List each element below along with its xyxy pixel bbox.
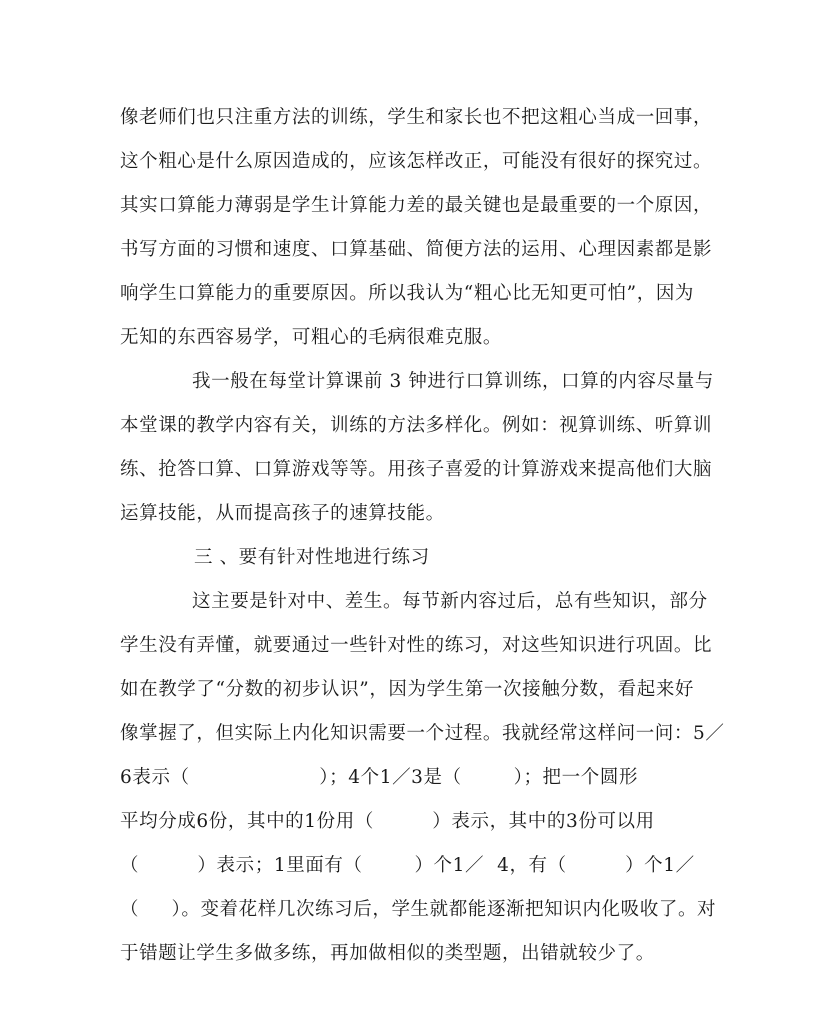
- paragraph-line: 这个粗心是什么原因造成的，应该怎样改正，可能没有很好的探究过。: [120, 151, 713, 172]
- paragraph-line: 书写方面的习惯和速度、口算基础、简便方法的运用、心理因素都是影: [120, 239, 713, 260]
- paragraph-line: 运算技能，从而提高孩子的速算技能。: [120, 503, 445, 524]
- paragraph-line: （ ）。变着花样几次练习后，学生就都能逐渐把知识内化吸收了。对: [120, 899, 717, 920]
- paragraph-line: 其实口算能力薄弱是学生计算能力差的最关键也是最重要的一个原因，: [120, 195, 713, 216]
- paragraph-line: 如在教学了“分数的初步认识”，因为学生第一次接触分数，看起来好: [120, 679, 695, 700]
- paragraph-line: 像老师们也只注重方法的训练，学生和家长也不把这粗心当成一回事，: [120, 107, 713, 128]
- paragraph-line: 于错题让学生多做多练，再加做相似的类型题，出错就较少了。: [120, 943, 655, 964]
- paragraph-line: 像掌握了，但实际上内化知识需要一个过程。我就经常这样问一问：5／: [120, 723, 725, 744]
- paragraph-line: 6表示（ ）；4个1／3是（ ）；把一个圆形: [120, 767, 639, 788]
- paragraph-line: （ ）表示；1里面有（ ）个1／ 4，有（ ）个1／: [120, 855, 695, 876]
- paragraph-line: 学生没有弄懂，就要通过一些针对性的练习，对这些知识进行巩固。比: [120, 635, 713, 656]
- paragraph-line: 练、抢答口算、口算游戏等等。用孩子喜爱的计算游戏来提高他们大脑: [120, 459, 713, 480]
- paragraph-line: 无知的东西容易学，可粗心的毛病很难克服。: [120, 327, 503, 348]
- paragraph-line: 本堂课的教学内容有关，训练的方法多样化。例如：视算训练、听算训: [120, 415, 713, 436]
- paragraph-line: 我一般在每堂计算课前 3 钟进行口算训练，口算的内容尽量与: [192, 371, 714, 392]
- paragraph-line: 这主要是针对中、差生。每节新内容过后，总有些知识，部分: [192, 591, 708, 612]
- section-heading: 三 、要有针对性地进行练习: [194, 547, 430, 568]
- paragraph-line: 平均分成6份，其中的1份用（ ）表示，其中的3份可以用: [120, 811, 655, 832]
- paragraph-line: 响学生口算能力的重要原因。所以我认为“粗心比无知更可怕”，因为: [120, 283, 695, 304]
